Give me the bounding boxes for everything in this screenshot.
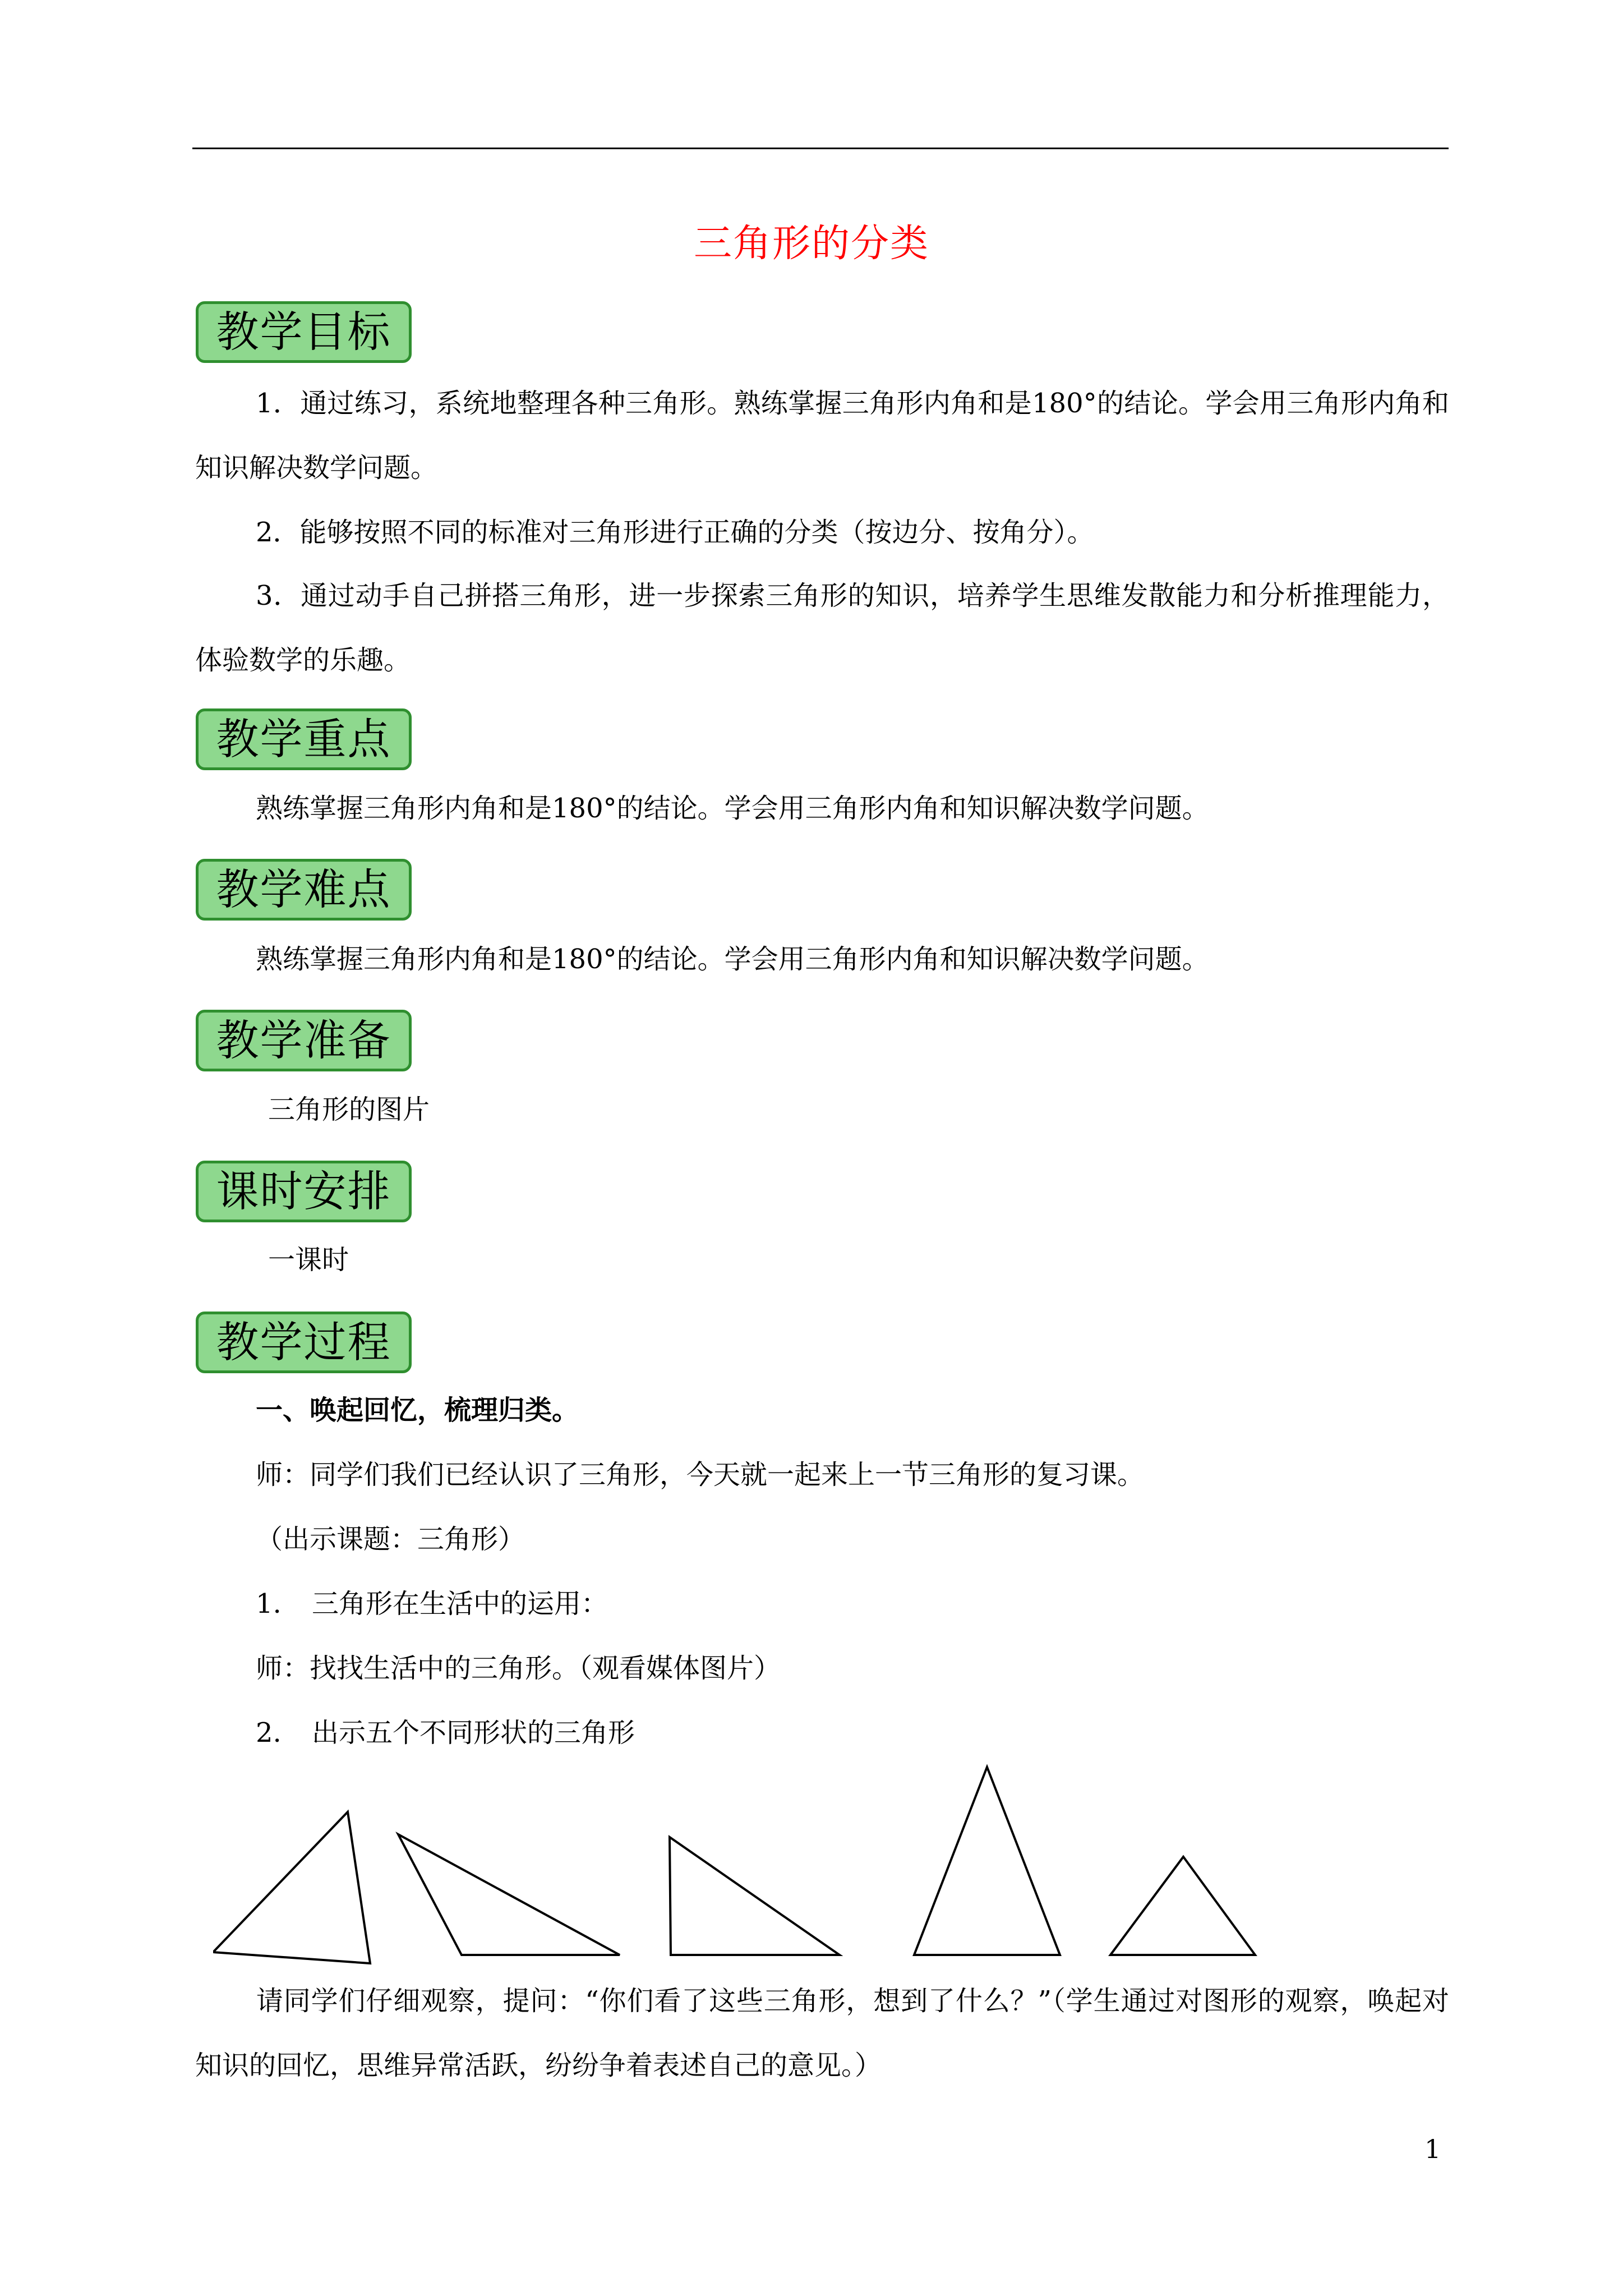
goal-item-3: 3．通过动手自己拼搭三角形，进一步探索三角形的知识，培养学生思维发散能力和分析推理能力，体验数学的乐趣。 [195,580,1449,676]
show-topic: （出示课题：三角形） [256,1524,525,1555]
preparation-text: 三角形的图片 [268,1094,430,1125]
triangle-4 [914,1767,1060,1955]
triangle-figures [213,1756,1273,1980]
goal-item-1: 1．通过练习，系统地整理各种三角形。熟练掌握三角形内角和是180°的结论。学会用三角形内角和知识解决数学问题。 [195,388,1449,484]
process-item-2: 2. 出示五个不同形状的三角形 [256,1717,635,1749]
key-points-text: 熟练掌握三角形内角和是180°的结论。学会用三角形内角和知识解决数学问题。 [256,793,1209,824]
process-step1-title: 一、唤起回忆，梳理归类。 [256,1395,579,1426]
triangle-1 [213,1812,370,1963]
observe-paragraph: 请同学们仔细观察，提问：“你们看了这些三角形，想到了什么？”（学生通过对图形的观察，唤起对知识的回忆，思维异常活跃，纷纷争着表述自己的意见。） [195,1985,1449,2081]
section-heading-difficulties: 教学难点 [196,859,412,921]
section-heading-schedule: 课时安排 [196,1161,412,1222]
section-heading-preparation: 教学准备 [196,1010,412,1071]
teacher-find: 师：找找生活中的三角形。（观看媒体图片） [256,1653,781,1684]
triangle-3 [670,1837,840,1955]
page-number: 1 [1424,2134,1441,2164]
goal-item-2: 2．能够按照不同的标准对三角形进行正确的分类（按边分、按角分）。 [256,517,1094,548]
document-title: 三角形的分类 [693,222,929,266]
schedule-text: 一课时 [268,1244,349,1276]
difficulties-text: 熟练掌握三角形内角和是180°的结论。学会用三角形内角和知识解决数学问题。 [256,944,1209,975]
teacher-intro: 师：同学们我们已经认识了三角形，今天就一起来上一节三角形的复习课。 [256,1459,1145,1490]
triangle-5 [1110,1857,1255,1955]
triangle-2 [398,1834,620,1955]
section-heading-process: 教学过程 [196,1312,412,1373]
section-heading-goals: 教学目标 [196,301,412,363]
section-heading-key-points: 教学重点 [196,708,412,770]
header-rule [192,148,1449,149]
process-item-1: 1. 三角形在生活中的运用： [256,1588,608,1619]
